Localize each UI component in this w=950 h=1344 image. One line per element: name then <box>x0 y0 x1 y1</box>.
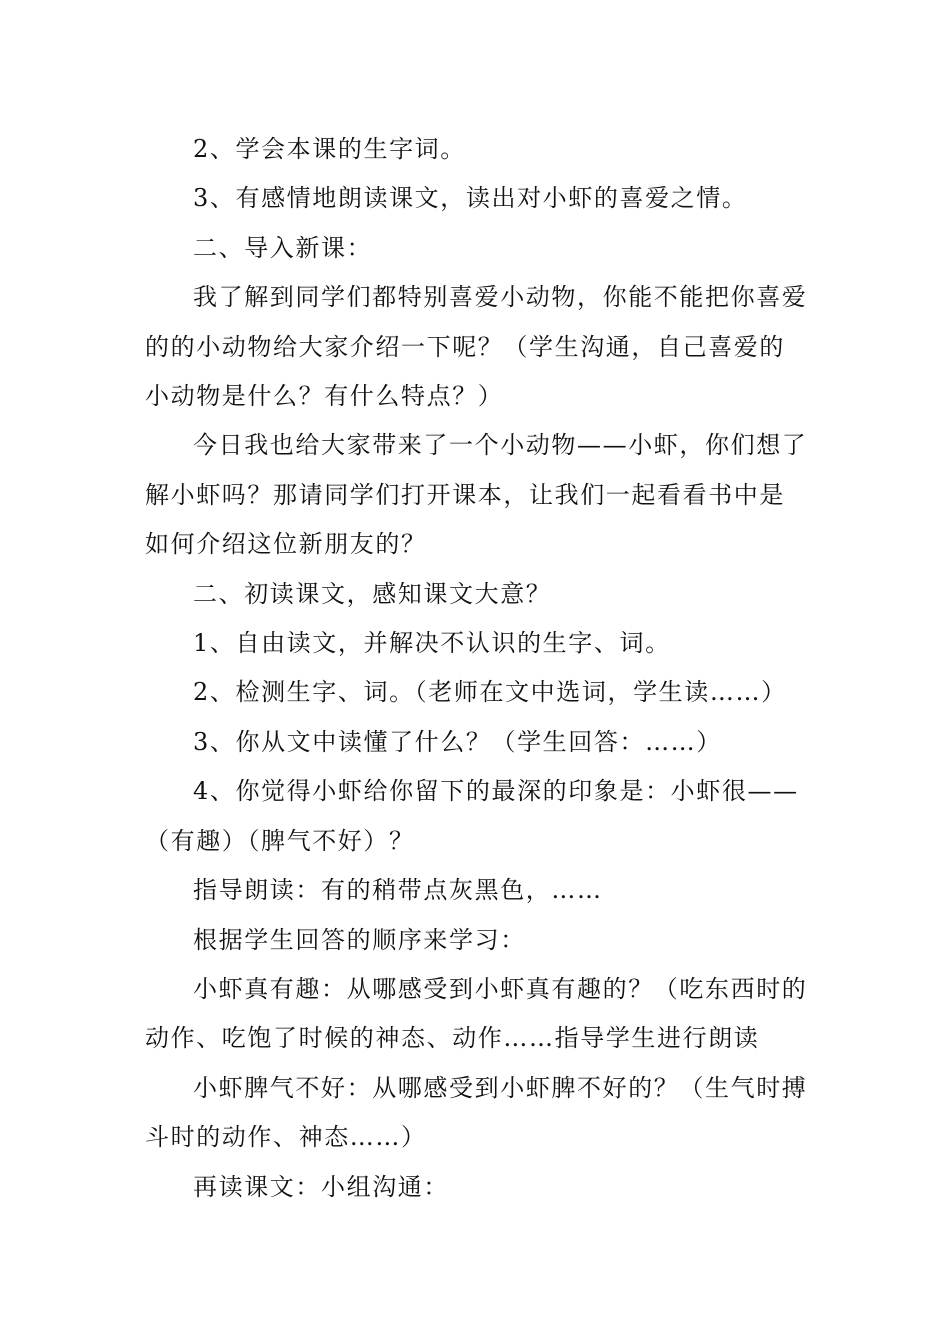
paragraph-learning-order: 根据学生回答的顺序来学习： <box>193 925 526 954</box>
paragraph-introduction-question: 我了解到同学们都特别喜爱小动物，你能不能把你喜爱的的小动物给大家介绍一下呢？（学生沟通，自己喜爱的小动物是什么？有什么特点？） <box>145 283 808 411</box>
paragraph-learn-words: 2、学会本课的生字词。 <box>193 135 466 163</box>
document-body <box>145 125 810 1212</box>
paragraph-reading-guidance: 指导朗读：有的稍带点灰黑色，…… <box>193 876 603 905</box>
list-item-understanding: 3、你从文中读懂了什么？（学生回答：……） <box>193 727 722 756</box>
paragraph-shrimp-interesting: 小虾真有趣：从哪感受到小虾真有趣的？（吃东西时的动作、吃饱了时候的神态、动作……指导学生进行朗读 <box>145 974 808 1053</box>
list-item-free-reading: 1、自由读文，并解决不认识的生字、词。 <box>193 629 671 658</box>
list-item-impression: 4、你觉得小虾给你留下的最深的印象是：小虾很——（有趣）（脾气不好）？ <box>145 777 799 855</box>
paragraph-emotional-reading: 3、有感情地朗读课文，读出对小虾的喜爱之情。 <box>193 184 748 213</box>
paragraph-shrimp-temper: 小虾脾气不好：从哪感受到小虾脾不好的？（生气时搏斗时的动作、神态……） <box>145 1073 808 1152</box>
section-heading-introduction: 二、导入新课： <box>193 233 373 262</box>
section-heading-first-reading: 二、初读课文，感知课文大意？ <box>193 579 552 608</box>
list-item-check-words: 2、检测生字、词。（老师在文中选词，学生读……） <box>193 678 787 707</box>
paragraph-introduce-shrimp: 今日我也给大家带来了一个小动物——小虾，你们想了解小虾吗？那请同学们打开课本，让我们一起看看书中是如何介绍这位新朋友的？ <box>145 431 808 559</box>
paragraph-group-discussion: 再读课文：小组沟通： <box>193 1172 449 1201</box>
